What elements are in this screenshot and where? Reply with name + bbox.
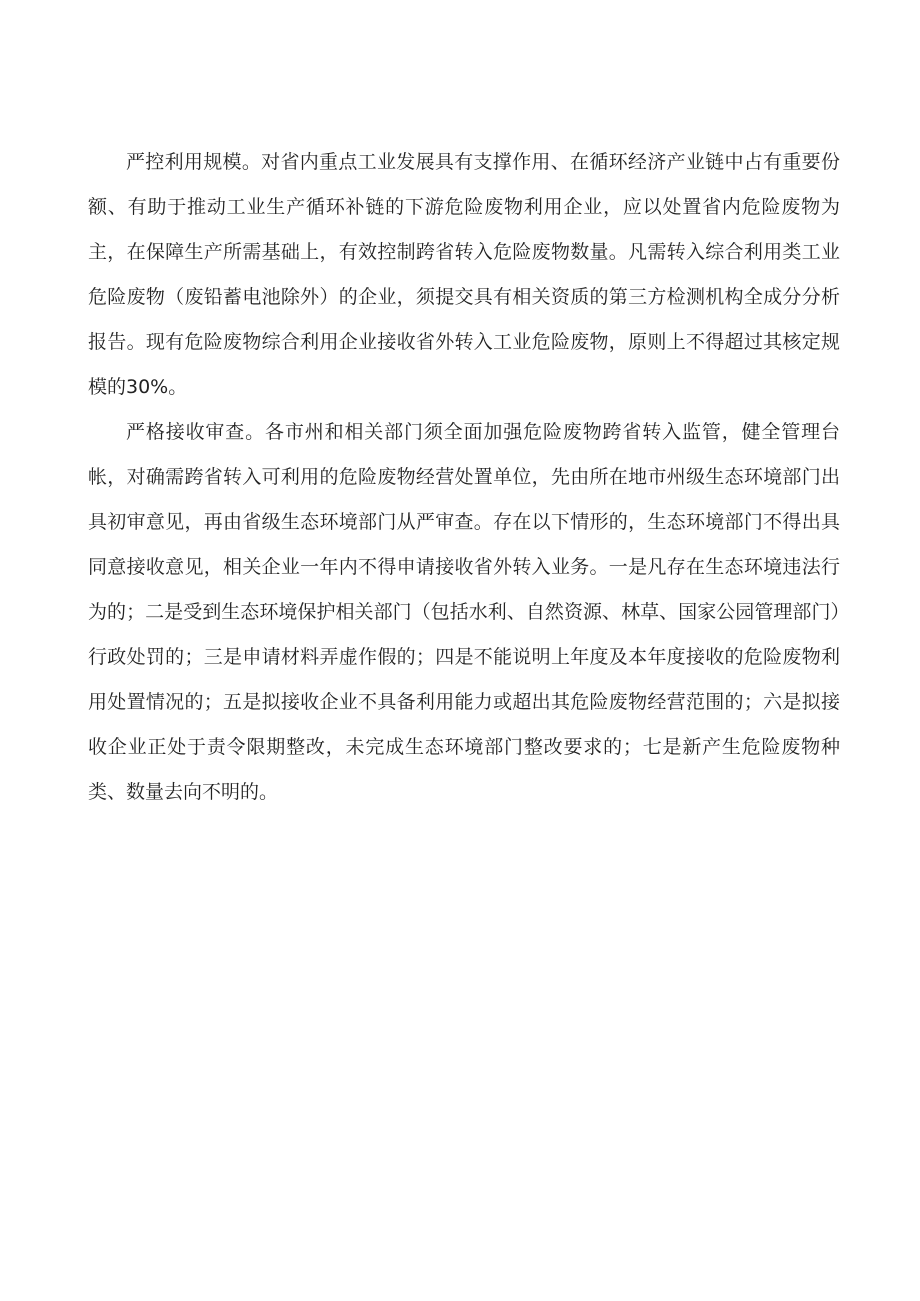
- paragraph-acceptance-review: 严格接收审查。各市州和相关部门须全面加强危险废物跨省转入监管，健全管理台帐，对确需跨省转入可利用的危险废物经营处置单位，先由所在地市州级生态环境部门出具初审意见，再由省级生态环境部门从严审查。存在以下情形的，生态环境部门不得出具同意接收意见，相关企业一年内不得申请接收省外转入业务。一是凡存在生态环境违法行为的；二是受到生态环境保护相关部门（包括水利、自然资源、林草、国家公园管理部门）行政处罚的；三是申请材料弄虚作假的；四是不能说明上年度及本年度接收的危险废物利用处置情况的；五是拟接收企业不具备利用能力或超出其危险废物经营范围的；六是拟接收企业正处于责令限期整改，未完成生态环境部门整改要求的；七是新产生危险废物种类、数量去向不明的。: [88, 421, 840, 803]
- document-body: [88, 140, 840, 815]
- paragraph-scale-control: 严控利用规模。对省内重点工业发展具有支撑作用、在循环经济产业链中占有重要份额、有助于推动工业生产循环补链的下游危险废物利用企业，应以处置省内危险废物为主，在保障生产所需基础上，有效控制跨省转入危险废物数量。凡需转入综合利用类工业危险废物（废铅蓄电池除外）的企业，须提交具有相关资质的第三方检测机构全成分分析报告。现有危险废物综合利用企业接收省外转入工业危险废物，原则上不得超过其核定规模的30%。: [88, 151, 840, 398]
